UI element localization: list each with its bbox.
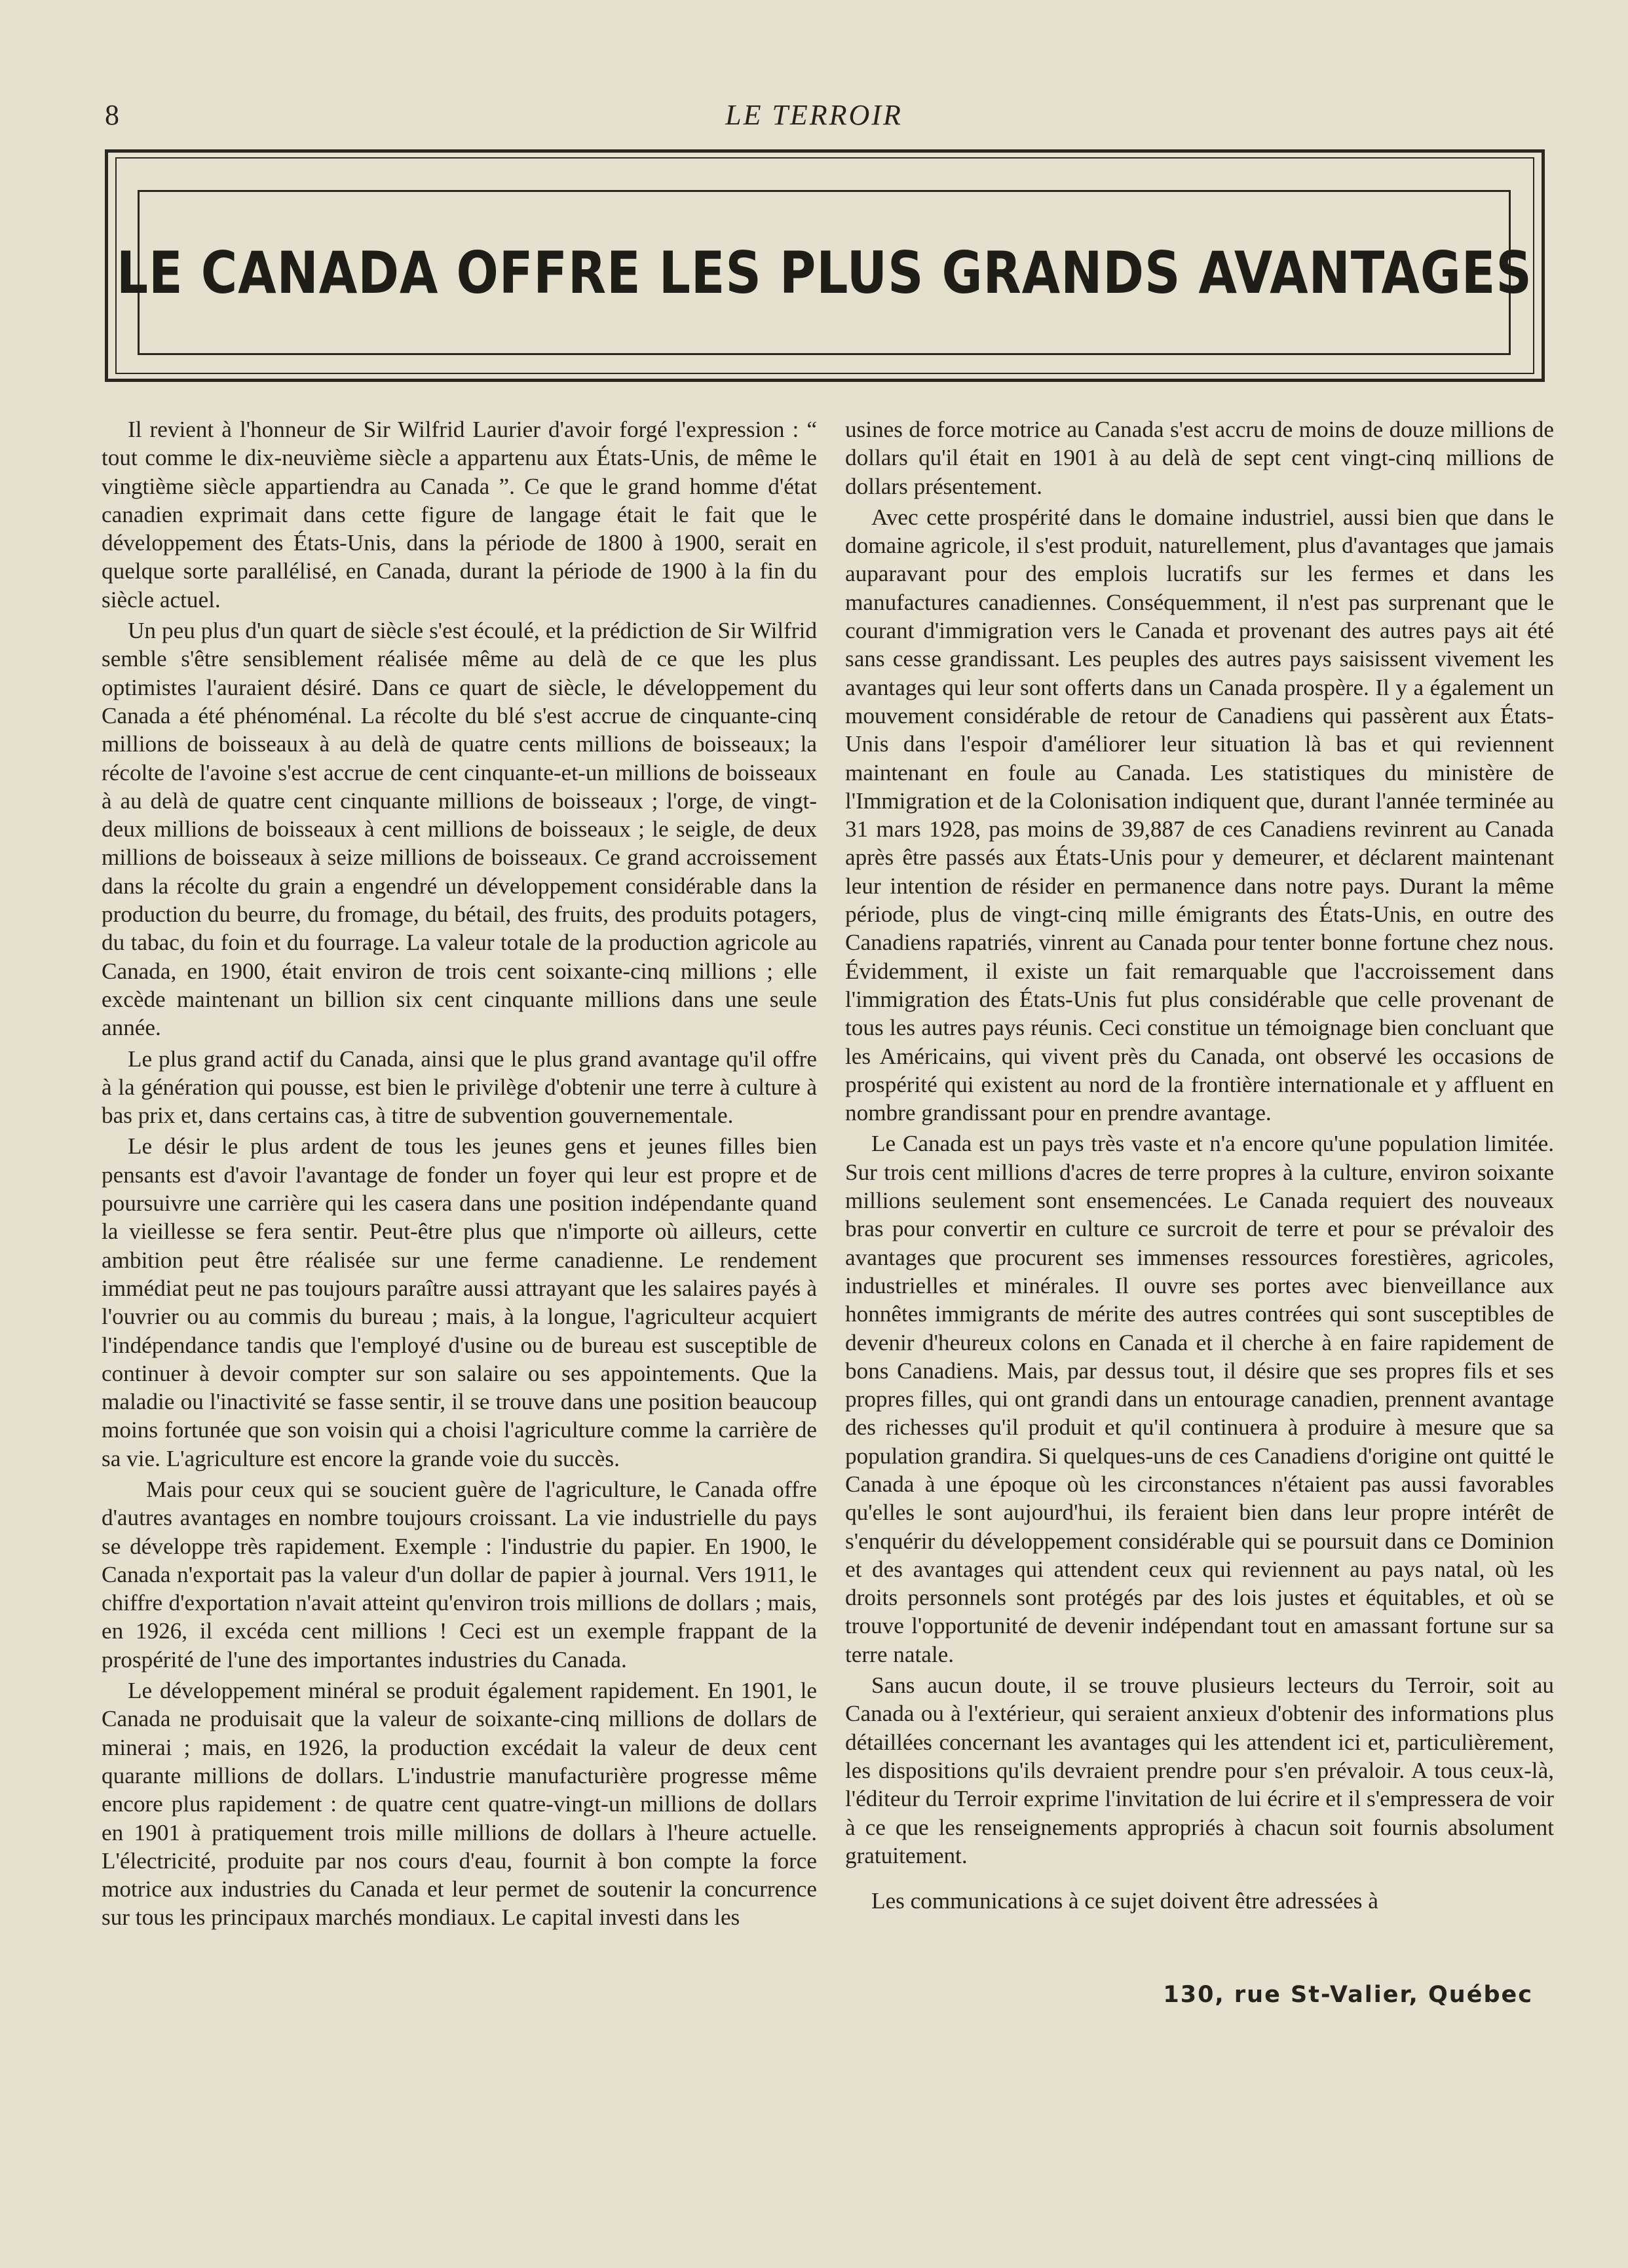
left-column — [102, 415, 817, 1932]
paragraph: Sans aucun doute, il se trouve plusieurs lecteurs du Terroir, soit au Canada ou à l'extérieur, qui seraient anxieux d'obtenir des informations plus détaillées concernant les avantages qui les attendent ici et, particulièrement, les dispositions qu'ils devraient prendre pour s'en prévaloir. A tous ceux-là, l'éditeur du Terroir exprime l'invitation de lui écrire et il s'empressera de voir à ce que les renseignements appropriés à chacun soit fournis absolument gratuitement. — [845, 1673, 1554, 1868]
paragraph: Il revient à l'honneur de Sir Wilfrid Laurier d'avoir forgé l'expression : “ tout comme le dix-neuvième siècle a appartenu aux États-Unis, de même le vingtième siècle appartiendra au Canada ”. Ce que le grand homme d'état canadien exprimait dans cette figure de langage était le fait que le développement des États-Unis, dans la période de 1800 à 1900, serait en quelque sorte parallélisé, en Canada, durant la période de 1900 à la fin du siècle actuel. — [102, 417, 817, 613]
paragraph: usines de force motrice au Canada s'est accru de moins de douze millions de dollars qu'il était en 1901 à au delà de sept cent vingt-cinq millions de dollars présentement. — [845, 417, 1554, 499]
paragraph: Le désir le plus ardent de tous les jeunes gens et jeunes filles bien pensants est d'avoir l'avantage de fonder un foyer qui leur est propre et de poursuivre une carrière qui les casera dans une position indépendante quand la vieillesse se fera sentir. Peut-être plus que n'importe où ailleurs, cette ambition peut être réalisée sur une ferme canadienne. Le rendement immédiat peut ne pas toujours paraître aussi attrayant que les salaires payés à l'ouvrier ou au commis du bureau ; mais, à la longue, l'agriculteur acquiert l'indépendance tandis que l'employé d'usine ou de bureau est susceptible de continuer à devoir compter sur son salaire ou ses appointements. Que la maladie ou l'inactivité se fasse sentir, il se trouve dans une position beaucoup moins fortunée que son voisin qui a choisi l'agriculture comme la carrière de sa vie. L'agriculture est encore la grande voie du succès. — [102, 1133, 817, 1471]
article-title: LE CANADA OFFRE LES PLUS GRANDS AVANTAGES — [116, 238, 1532, 307]
title-box — [116, 190, 1532, 355]
mailing-address: 130, rue St-Valier, Québec — [1163, 1982, 1533, 2008]
paragraph: Le plus grand actif du Canada, ainsi que le plus grand avantage qu'il offre à la génération qui pousse, est bien le privilège d'obtenir une terre à culture à bas prix et, dans certains cas, à titre de subvention gouvernementale. — [102, 1046, 817, 1129]
page-number: 8 — [105, 99, 119, 131]
paragraph: Le développement minéral se produit également rapidement. En 1901, le Canada ne produisait que la valeur de soixante-cinq millions de dollars de minerai ; mais, en 1926, la production excédait la valeur de deux cent quarante millions de dollars. L'industrie manufacturière progresse même encore plus rapidement : de quatre cent quatre-vingt-un millions de dollars en 1901 à pratiquement trois mille millions de dollars à l'heure actuelle. L'électricité, produite par nos cours d'eau, fournit à bon compte la force motrice aux industries du Canada et leur permet de soutenir la concurrence sur tous les principaux marchés mondiaux. Le capital investi dans les — [102, 1678, 817, 1931]
right-column — [845, 415, 1554, 1915]
paragraph: Les communications à ce sujet doivent être adressées à — [871, 1888, 1378, 1914]
paragraph: Le Canada est un pays très vaste et n'a encore qu'une population limitée. Sur trois cent millions d'acres de terre propres à la culture, environ soixante millions seulement sont ensemencées. Le Canada requiert des nouveaux bras pour convertir en culture ce surcroit de terre et pour se prévaloir des avantages que procurent ses immenses ressources forestières, agricoles, industrielles et minérales. Il ouvre ses portes avec bienveillance aux honnêtes immigrants de mérite des autres contrées qui sont susceptibles de devenir d'heureux colons en Canada et il cherche à en faire rapidement de bons Canadiens. Mais, par dessus tout, il désire que ses propres fils et ses propres filles, qui ont grandi dans un entourage canadien, prennent avantage des richesses qu'il produit et qu'il continuera à produire à mesure que sa population grandira. Si quelques-uns de ces Canadiens d'origine ont quitté le Canada à une époque où les circonstances n'étaient pas aussi favorables qu'elles le sont aujourd'hui, ils feraient bien dans leur propre intérêt de s'enquérir du développement considérable qui se poursuit dans ce Dominion et des avantages qui attendent ceux qui reviennent au pays natal, où les droits personnels sont protégés par des lois justes et équitables, et où se trouve l'opportunité de devenir indépendant tout en amassant fortune sur sa terre natale. — [845, 1131, 1554, 1667]
paragraph: Mais pour ceux qui se soucient guère de l'agriculture, le Canada offre d'autres avantages en nombre toujours croissant. La vie industrielle du pays se développe très rapidement. Exemple : l'industrie du papier. En 1900, le Canada n'exportait pas la valeur d'un dollar de papier à journal. Vers 1911, le chiffre d'exportation n'avait atteint qu'environ trois millions de dollars ; mais, en 1926, il excéda cent millions ! Ceci est un exemple frappant de la prospérité de l'une des importantes industries du Canada. — [102, 1476, 817, 1673]
paragraph: Un peu plus d'un quart de siècle s'est écoulé, et la prédiction de Sir Wilfrid semble s'être sensiblement réalisée même au delà de ce que les plus optimistes l'auraient désiré. Dans ce quart de siècle, le développement du Canada a été phénoménal. La récolte du blé s'est accrue de cinquante-cinq millions de boisseaux à au delà de quatre cents millions de boisseaux; la récolte de l'avoine s'est accrue de cent cinquante-et-un millions de boisseaux à au delà de quatre cent cinquante millions de boisseaux ; l'orge, de vingt-deux millions de boisseaux à cent millions de boisseaux ; le seigle, de deux millions de boisseaux à seize millions de boisseaux. Ce grand accroissement dans la récolte du grain a engendré un développement considérable dans la production du beurre, du fromage, du bétail, des fruits, des produits potagers, du tabac, du foin et du fourrage. La valeur totale de la production agricole au Canada, en 1900, était environ de trois cent soixante-cinq millions ; elle excède maintenant un billion six cent cinquante millions dans une seule année. — [102, 618, 817, 1041]
paragraph: Avec cette prospérité dans le domaine industriel, aussi bien que dans le domaine agricole, il s'est produit, naturellement, plus d'avantages que jamais auparavant pour des emplois lucratifs sur les fermes et dans les manufactures canadiennes. Conséquemment, il n'est pas surprenant que le courant d'immigration vers le Canada et provenant des autres pays ait été sans cesse grandissant. Les peuples des autres pays saisissent vivement les avantages qui leur sont offerts dans un Canada prospère. Il y a également un mouvement considérable de retour de Canadiens qui passèrent aux États-Unis dans l'espoir d'améliorer leur situation là bas et qui reviennent maintenant en foule au Canada. Les statistiques du ministère de l'Immigration et de la Colonisation indiquent que, durant l'année terminée au 31 mars 1928, pas moins de 39,887 de ces Canadiens revinrent au Canada après être passés aux États-Unis pour y demeurer, et déclarent maintenant leur intention de résider en permanence dans notre pays. Durant la même période, plus de vingt-cinq mille émigrants des États-Unis, en outre des Canadiens rapatriés, vinrent au Canada pour tenter bonne fortune chez nous. Évidemment, il existe un fait remarquable que l'accroissement dans l'immigration des États-Unis fut plus considérable que celle provenant de tous les autres pays réunis. Ceci constitue un témoignage bien concluant que les Américains, qui vivent près du Canada, ont observé les occasions de prospérité qui existent au nord de la frontière internationale et y affluent en nombre grandissant pour en prendre avantage. — [845, 504, 1554, 1126]
running-head: LE TERROIR — [725, 99, 903, 131]
